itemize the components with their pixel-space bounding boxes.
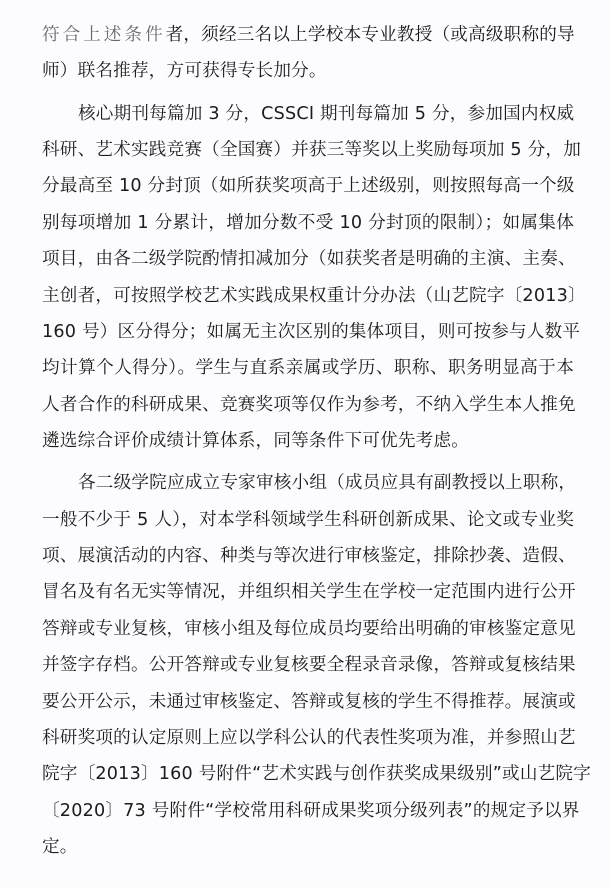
- text-line: 均计算个人得分）。学生与直系亲属或学历、职称、职务明显高于本: [42, 358, 574, 378]
- text-line: 分最高至 10 分封顶（如所获奖项高于上述级别，则按照每高一个级: [42, 176, 575, 196]
- text-line: 遴选综合评价成绩计算体系，同等条件下可优先考虑。: [42, 431, 470, 451]
- text-line: 院字〔2013〕160 号附件“艺术实践与创作获奖成果级别”或山艺院字: [42, 764, 592, 784]
- text-line: 160 号）区分得分；如属无主次区别的集体项目，则可按参与人数平: [42, 322, 581, 342]
- text-line: 核心期刊每篇加 3 分，CSSCI 期刊每篇加 5 分，参加国内权威: [78, 104, 575, 124]
- text-line: 〔2020〕73 号附件“学校常用科研成果奖项分级列表”的规定予以界: [42, 801, 580, 821]
- faded-text-prefix: 符合上述条件: [42, 25, 166, 45]
- text-line: 科研、艺术实践竞赛（全国赛）并获三等奖以上奖励每项加 5 分，加: [42, 140, 582, 160]
- text-line: 科研奖项的认定原则上应以学科公认的代表性奖项为准，并参照山艺: [42, 728, 576, 748]
- text-line: 人者合作的科研成果、竞赛奖项等仅作为参考，不纳入学生本人推免: [42, 395, 576, 415]
- text-line: 答辩或专业复核，审核小组及每位成员均要给出明确的审核鉴定意见: [42, 619, 576, 639]
- text-line: 师）联名推荐，方可获得专长加分。: [42, 61, 327, 81]
- text-line: 别每项增加 1 分累计，增加分数不受 10 分封顶的限制）；如属集体: [42, 213, 574, 233]
- text-line: 要公开公示，未通过审核鉴定、答辩或复核的学生不得推荐。展演或: [42, 692, 576, 712]
- text-line: 一般不少于 5 人），对本学科领域学生科研创新成果、论文或专业奖: [42, 510, 574, 530]
- text-segment: 者，须经三名以上学校本专业教授（或高级职称的导: [165, 25, 575, 45]
- text-line: 项目，由各二级学院酌情扣减加分（如获奖者是明确的主演、主奏、: [42, 249, 576, 269]
- text-line: 定。: [42, 837, 78, 857]
- text-line: 各二级学院应成立专家审核小组（成员应具有副教授以上职称，: [78, 473, 577, 493]
- text-line: 项、展演活动的内容、种类与等次进行审核鉴定，排除抄袭、造假、: [42, 546, 576, 566]
- text-line: 冒名及有名无实等情况，并组织相关学生在学校一定范围内进行公开: [42, 582, 576, 602]
- text-line: [42, 20, 574, 50]
- text-line: 并签字存档。公开答辩或专业复核要全程录音录像，答辩或复核结果: [42, 655, 576, 675]
- text-line: 主创者，可按照学校艺术实践成果权重计分办法（山艺院字〔2013〕: [42, 286, 586, 306]
